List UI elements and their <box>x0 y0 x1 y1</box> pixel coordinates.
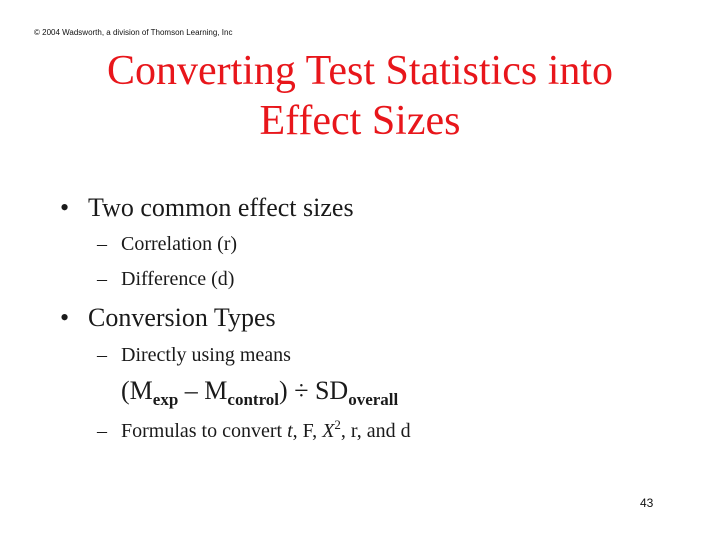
bullet-text: Two common effect sizes <box>88 193 354 222</box>
subitem-directly-using-means <box>97 343 291 367</box>
bullet-text: Conversion Types <box>88 303 276 332</box>
subitem-correlation <box>97 232 237 256</box>
subitem-difference <box>97 267 234 291</box>
subitem-text: Correlation (r) <box>121 233 238 255</box>
t-statistic-symbol: t <box>287 420 293 442</box>
copyright-notice: © 2004 Wadsworth, a division of Thomson Learning, Inc <box>34 28 233 37</box>
dash-marker: – <box>97 420 107 442</box>
subitem-text-separator: , F, <box>292 420 323 442</box>
formula-open: (M <box>121 376 153 405</box>
slide-title-line-1: Converting Test Statistics into <box>106 48 614 94</box>
page-number: 43 <box>640 496 654 510</box>
bullet-two-common-effect-sizes <box>60 193 354 223</box>
bullet-conversion-types <box>60 303 276 333</box>
dash-marker: – <box>97 268 107 290</box>
formula-divide: ) ÷ SD <box>279 376 349 405</box>
slide-title <box>0 46 720 146</box>
effect-size-formula <box>121 376 399 409</box>
dash-marker: – <box>97 344 107 366</box>
bullet-marker: • <box>60 303 70 332</box>
chi-square-symbol: X <box>322 420 335 442</box>
subitem-text-suffix: , r, and d <box>340 420 411 442</box>
subitem-text: Directly using means <box>121 344 291 366</box>
formula-subscript-exp: exp <box>152 390 179 409</box>
formula-minus: – M <box>178 376 228 405</box>
bullet-marker: • <box>60 193 70 222</box>
formula-subscript-control: control <box>227 390 280 409</box>
chi-square-exponent: 2 <box>334 417 341 432</box>
slide-title-line-2: Effect Sizes <box>259 98 461 144</box>
subitem-text: Difference (d) <box>121 268 235 290</box>
dash-marker: – <box>97 233 107 255</box>
formula-subscript-overall: overall <box>348 390 399 409</box>
subitem-formulas-to-convert <box>97 419 411 443</box>
subitem-text-prefix: Formulas to convert <box>121 420 288 442</box>
